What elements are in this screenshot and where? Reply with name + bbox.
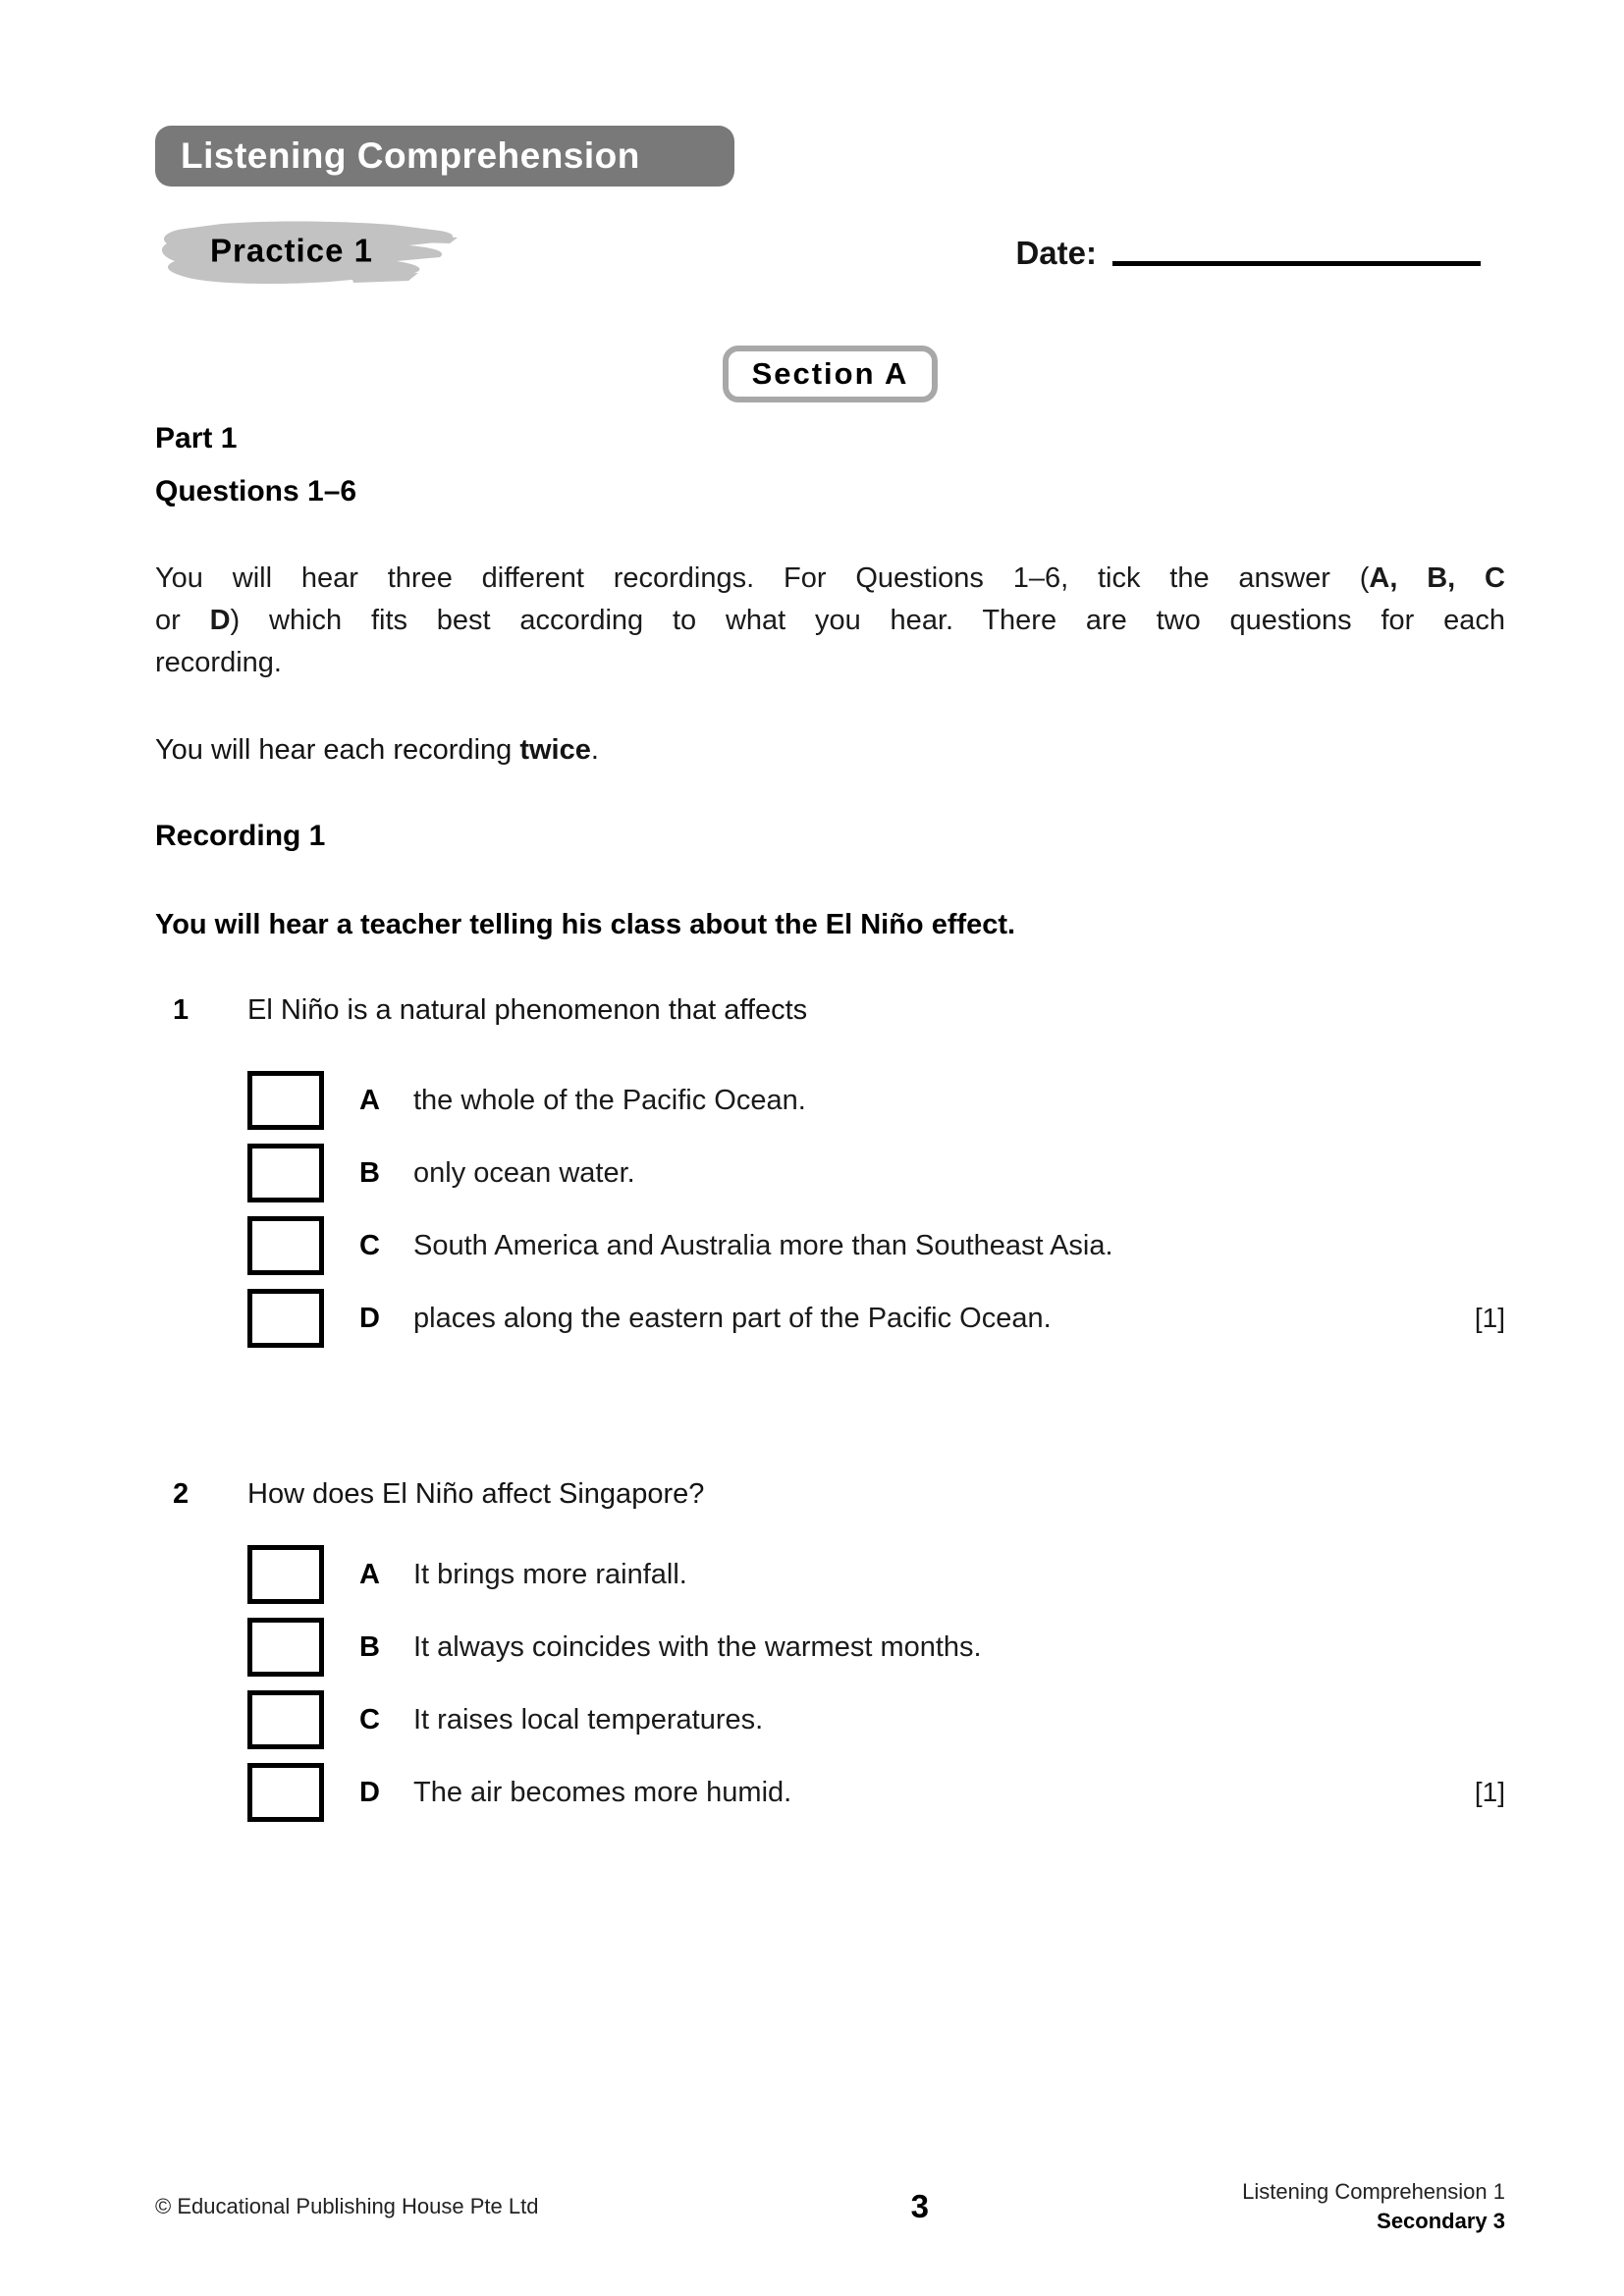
date-field — [1015, 234, 1481, 271]
date-fill-in-line[interactable] — [1112, 261, 1481, 266]
answer-checkbox-q1-b[interactable] — [247, 1144, 324, 1202]
question-1-number: 1 — [173, 994, 189, 1026]
section-row — [155, 346, 1505, 402]
answer-checkbox-q2-d[interactable] — [247, 1763, 324, 1822]
option-letter: A — [359, 1558, 380, 1590]
option-text: South America and Australia more than Southeast Asia. — [413, 1229, 1113, 1261]
option-row — [155, 1690, 1505, 1749]
question-2-text: How does El Niño affect Singapore? — [247, 1478, 705, 1510]
answer-checkbox-q1-a[interactable] — [247, 1071, 324, 1130]
option-row — [155, 1763, 1505, 1822]
answer-checkbox-q1-c[interactable] — [247, 1216, 324, 1275]
option-letter: C — [359, 1229, 380, 1261]
footer-book-level: Secondary 3 — [1377, 2209, 1505, 2233]
option-text: the whole of the Pacific Ocean. — [413, 1084, 806, 1116]
practice-badge — [155, 218, 461, 287]
answer-checkbox-q2-a[interactable] — [247, 1545, 324, 1604]
option-letter: C — [359, 1703, 380, 1735]
section-a-label: Section A — [751, 356, 909, 391]
instructions-line-1: You will hear three different recordings. For Questions 1–6, tick the answer (A, B, C — [155, 562, 1505, 594]
banner-title — [155, 126, 734, 187]
date-label: Date: — [1015, 234, 1097, 271]
page-number: 3 — [910, 2188, 929, 2224]
page-footer — [155, 2177, 1505, 2236]
mark-allocation: [1] — [1474, 1303, 1505, 1333]
option-text: It raises local temperatures. — [413, 1703, 764, 1735]
option-text: The air becomes more humid. — [413, 1776, 792, 1808]
answer-checkbox-q1-d[interactable] — [247, 1289, 324, 1348]
option-letter: D — [359, 1302, 380, 1334]
option-letter: B — [359, 1630, 380, 1663]
question-1-options — [155, 1071, 1505, 1348]
option-text: It always coincides with the warmest months. — [413, 1630, 982, 1663]
question-1-text: El Niño is a natural phenomenon that affects — [247, 994, 808, 1026]
instructions-line-3: recording. — [155, 647, 282, 678]
question-1 — [155, 989, 1505, 1032]
option-row — [155, 1289, 1505, 1348]
instructions-line-2: or D) which fits best according to what you hear. There are two questions for each — [155, 605, 1506, 636]
instructions-paragraph — [155, 558, 1505, 684]
option-text: It brings more rainfall. — [413, 1558, 687, 1590]
recording-heading: Recording 1 — [155, 820, 326, 852]
question-2 — [155, 1473, 1505, 1516]
option-letter: D — [359, 1776, 380, 1808]
practice-label: Practice 1 — [210, 232, 373, 269]
option-text: only ocean water. — [413, 1156, 635, 1189]
option-row — [155, 1216, 1505, 1275]
option-row — [155, 1545, 1505, 1604]
section-a-badge — [723, 346, 939, 402]
part-heading: Part 1 — [155, 422, 238, 454]
footer-book-title: Listening Comprehension 1 — [1242, 2179, 1505, 2204]
practice-date-row — [155, 218, 1505, 287]
banner-title-text: Listening Comprehension — [181, 135, 640, 176]
questions-range-heading: Questions 1–6 — [155, 475, 357, 507]
option-row — [155, 1618, 1505, 1677]
option-row — [155, 1144, 1505, 1202]
twice-note: You will hear each recording twice. — [155, 734, 599, 766]
answer-checkbox-q2-c[interactable] — [247, 1690, 324, 1749]
question-2-options — [155, 1545, 1505, 1822]
option-row — [155, 1071, 1505, 1130]
mark-allocation: [1] — [1474, 1777, 1505, 1807]
option-text: places along the eastern part of the Pacific Ocean. — [413, 1302, 1052, 1334]
copyright-text: © Educational Publishing House Pte Ltd — [155, 2194, 539, 2218]
option-letter: A — [359, 1084, 380, 1116]
question-2-number: 2 — [173, 1478, 189, 1510]
option-letter: B — [359, 1156, 380, 1189]
answer-checkbox-q2-b[interactable] — [247, 1618, 324, 1677]
recording-context: You will hear a teacher telling his class about the El Niño effect. — [155, 909, 1016, 940]
footer-book-info — [1242, 2177, 1505, 2236]
